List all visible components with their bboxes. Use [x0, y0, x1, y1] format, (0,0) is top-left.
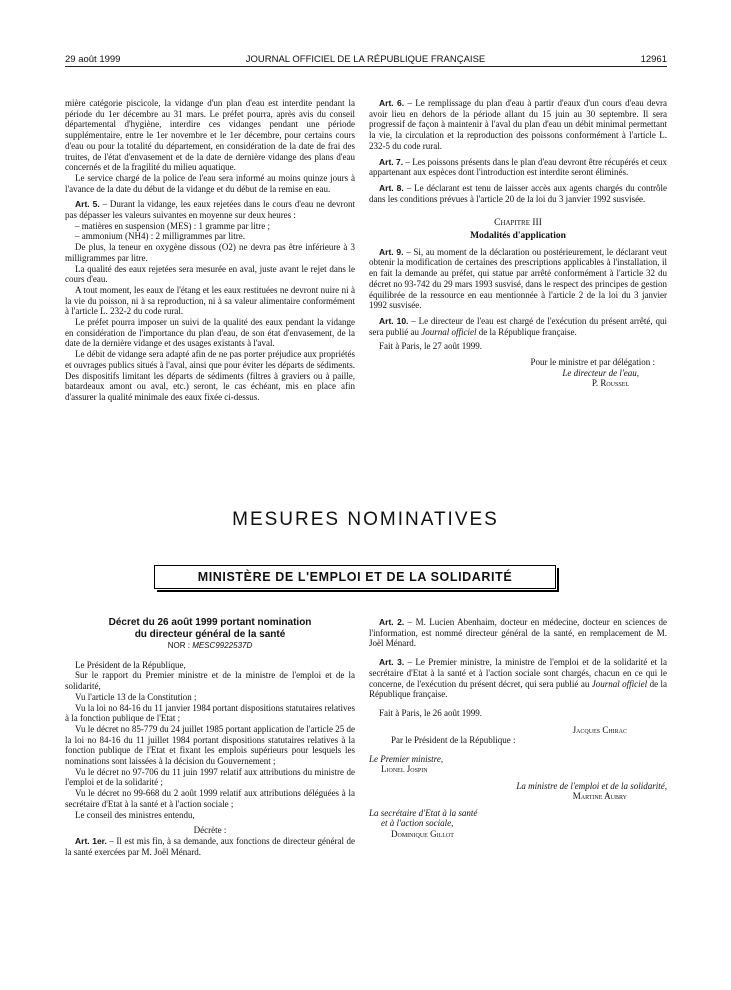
delegation-line: Pour le ministre et par délégation :: [530, 357, 655, 368]
article-label: Art. 2.: [379, 617, 405, 627]
list-item: – ammonium (NH4) : 2 milligrammes par litre.: [75, 231, 245, 242]
article-label: Art. 1er.: [75, 835, 107, 846]
article-label: Art. 10.: [379, 315, 409, 326]
decree-left-column: [65, 617, 355, 857]
nor-label: NOR :: [167, 641, 193, 650]
article-label: Art. 5.: [75, 199, 100, 210]
article-label: Art. 3.: [379, 657, 405, 668]
journal-reference: Journal officiel: [591, 678, 648, 689]
article-label: Art. 8.: [379, 182, 404, 193]
premier-ministre-title: Le Premier ministre,: [369, 753, 444, 764]
paragraph: Vu la loi no 84-16 du 11 janvier 1984 portant dispositions statutaires relatives à la fonction publique de l'Etat ;: [65, 702, 355, 724]
article-text: – Le déclarant est tenu de laisser accès aux agents chargés du contrôle dans les conditions prévues à l'article 20 de la loi du 3 janvier 1992 susvisée.: [369, 182, 667, 204]
paragraph: Le débit de vidange sera adapté afin de ne pas porter préjudice aux propriétés et ouvrages publics situés à l'aval, ainsi que pour éviter les départs de sédiments. Des dispositifs limitant les départs de sédiments (filtres à graviers ou à paille, batardeaux amont ou aval, etc.) seront, le cas échéant, mis en place afin d'assurer la qualité minimale des eaux fixée ci-dessus.: [65, 349, 355, 402]
article-label: Art. 6.: [379, 98, 405, 108]
paragraph: Vu l'article 13 de la Constitution ;: [75, 691, 197, 702]
paragraph: Le préfet pourra imposer un suivi de la qualité des eaux pendant la vidange en considération de l'importance du plan d'eau, de son état d'envasement, de la date de la dernière vidange et des usages existants à l'aval.: [65, 317, 355, 349]
paragraph: Le Président de la République,: [75, 659, 186, 670]
paragraph: A tout moment, les eaux de l'étang et les eaux restituées ne devront nuire ni à la vie du poisson, ni à sa reproduction, ni à sa valeur alimentaire conformément à l'article L. 232-2 du code rural.: [65, 284, 355, 317]
paragraph: Vu le décret no 99-668 du 2 août 1999 relatif aux attributions déléguées à la secrétaire d'Etat à la santé et à l'action sociale ;: [65, 788, 355, 809]
paragraph: Le conseil des ministres entendu,: [75, 809, 195, 820]
list-item: – matières en suspension (MES) : 1 gramme par litre ;: [75, 220, 270, 231]
article-label: Art. 9.: [379, 246, 404, 257]
paragraph: mière catégorie piscicole, la vidange d'un plan d'eau est interdite pendant la période du 1er décembre au 31 mars. Le préfet pourra, après avis du conseil départemental d'hygiène, interdire ces vidanges pendant une période supplémentaire, entre le 1er novembre et le 1er décembre, pour certains cours d'eau ou pour la totalité du département, en considération de la date de frai des truites, de l'état d'envasement et de la date de dernière vidange des plans d'eau concernés et de la fragilité du milieu aquatique.: [65, 98, 355, 173]
paragraph: Sur le rapport du Premier ministre et de la ministre de l'emploi et de la solidarité,: [65, 670, 355, 692]
decree-right-column: [369, 617, 667, 839]
ministry-heading: [154, 565, 556, 589]
signatory-title: Le directeur de l'eau,: [562, 367, 639, 378]
header-date: 29 août 1999: [65, 54, 121, 65]
article-text: – Si, au moment de la déclaration ou postérieurement, le déclarant veut obtenir la modification de certaines des prescriptions applicables à l'installation, il en fait la demande au préfet, qui statue par arrêté conformément à l'article 32 du décret no 93-742 du 29 mars 1993 susvisé, dans le respect des principes de gestion équilibrée de la ressource en eau mentionnée à l'article 2 de la loi du 3 janvier 1992 susvisée.: [369, 246, 667, 311]
header-journal-title: JOURNAL OFFICIEL DE LA RÉPUBLIQUE FRANÇAISE: [245, 54, 486, 65]
secretaire-name: Dominique Gillot: [391, 828, 454, 839]
paragraph: Vu le décret no 85-779 du 24 juillet 1985 portant application de l'article 25 de la loi no 84-16 du 11 juillet 1984 portant dispositions statutaires relatives à la fonction publique de l'Etat et fixant les emplois supérieurs pour lesquels les nominations sont laissées à la décision du Gouvernement ;: [65, 723, 356, 767]
top-left-column: [65, 98, 355, 403]
nor-code: MESC9922537D: [192, 641, 253, 650]
article-text: de la République française.: [369, 678, 667, 700]
header-rule: [65, 66, 667, 67]
nor-reference: [65, 641, 355, 652]
chapter-heading: Chapitre III: [494, 218, 542, 229]
article-text: – Le Premier ministre, la ministre de l'emploi et de la solidarité et la secrétaire d'Etat à la santé et à l'action sociale sont chargés, chacun en ce qui le concerne, de l'exécution du présent décret, qui sera publié au: [369, 657, 667, 689]
journal-reference: Journal officiel: [421, 326, 477, 337]
ministry-name: MINISTÈRE DE L'EMPLOI ET DE LA SOLIDARITÉ: [197, 570, 513, 584]
article-text: – Le directeur de l'eau est chargé de l'exécution du présent arrêté, qui sera publié au: [369, 315, 667, 337]
decrete-heading: Décrète :: [193, 825, 227, 836]
signature-date: Fait à Paris, le 26 août 1999.: [379, 707, 482, 718]
top-right-column: [369, 98, 667, 389]
president-name: Jacques Chirac: [572, 724, 627, 735]
article-label: Art. 7.: [379, 156, 404, 167]
paragraph: Vu le décret no 97-706 du 11 juin 1997 relatif aux attributions du ministre de l'emploi et de la solidarité ;: [65, 766, 355, 788]
chapter-title: Modalités d'application: [470, 231, 566, 242]
article-text: – Les poissons présents dans le plan d'eau devront être récupérés et ceux appartenant aux espèces dont l'introduction est interdite seront éliminés.: [369, 156, 668, 178]
article-text: – Il est mis fin, à sa demande, aux fonctions de directeur général de la santé exercées par M. Joël Ménard.: [65, 835, 355, 857]
paragraph: La qualité des eaux rejetées sera mesurée en aval, juste avant le rejet dans le cours d'eau.: [65, 263, 355, 285]
article-text: – M. Lucien Abenhaim, docteur en médecine, docteur en sciences de l'information, est nommé directeur général de la santé, en remplacement de M. Joël Ménard.: [369, 617, 668, 649]
paragraph: Le service chargé de la police de l'eau sera informé au moins quinze jours à l'avance de la date du début de la vidange et du début de la remise en eau.: [65, 172, 355, 194]
par-le-president: Par le Président de la République :: [391, 735, 516, 746]
section-title: MESURES NOMINATIVES: [232, 509, 499, 530]
decree-title-line2: du directeur général de la santé: [134, 628, 286, 640]
premier-ministre-name: Lionel Jospin: [381, 764, 428, 775]
article-text: – Le remplissage du plan d'eau à partir d'eaux d'un cours d'eau devra avoir lieu en dehors de la période allant du 15 juin au 30 septembre. Il sera progressif de façon à maintenir à l'aval du plan d'eau un débit minimal permettant la vie, la circulation et la reproduction des poissons conformément à l'article L. 232-5 du code rural.: [369, 98, 667, 151]
article-text: de la République française.: [476, 326, 577, 337]
ministre-title: La ministre de l'emploi et de la solidarité,: [516, 780, 667, 791]
signature-date: Fait à Paris, le 27 août 1999.: [379, 341, 482, 352]
article-text: – Durant la vidange, les eaux rejetées dans le cours d'eau ne devront pas dépasser les valeurs suivantes en moyenne sur deux heures :: [65, 199, 355, 221]
decree-title-line1: Décret du 26 août 1999 portant nomination: [108, 617, 312, 628]
signatory-name: P. Roussel: [591, 378, 629, 389]
ministre-name: Martine Aubry: [572, 791, 627, 802]
paragraph: De plus, la teneur en oxygène dissous (O2) ne devra pas être inférieure à 3 milligrammes par litre.: [65, 242, 355, 263]
secretaire-title-line2: et à l'action sociale,: [381, 818, 454, 829]
secretaire-title-line1: La secrétaire d'Etat à la santé: [369, 807, 478, 818]
header-page-number: 12961: [640, 54, 667, 65]
